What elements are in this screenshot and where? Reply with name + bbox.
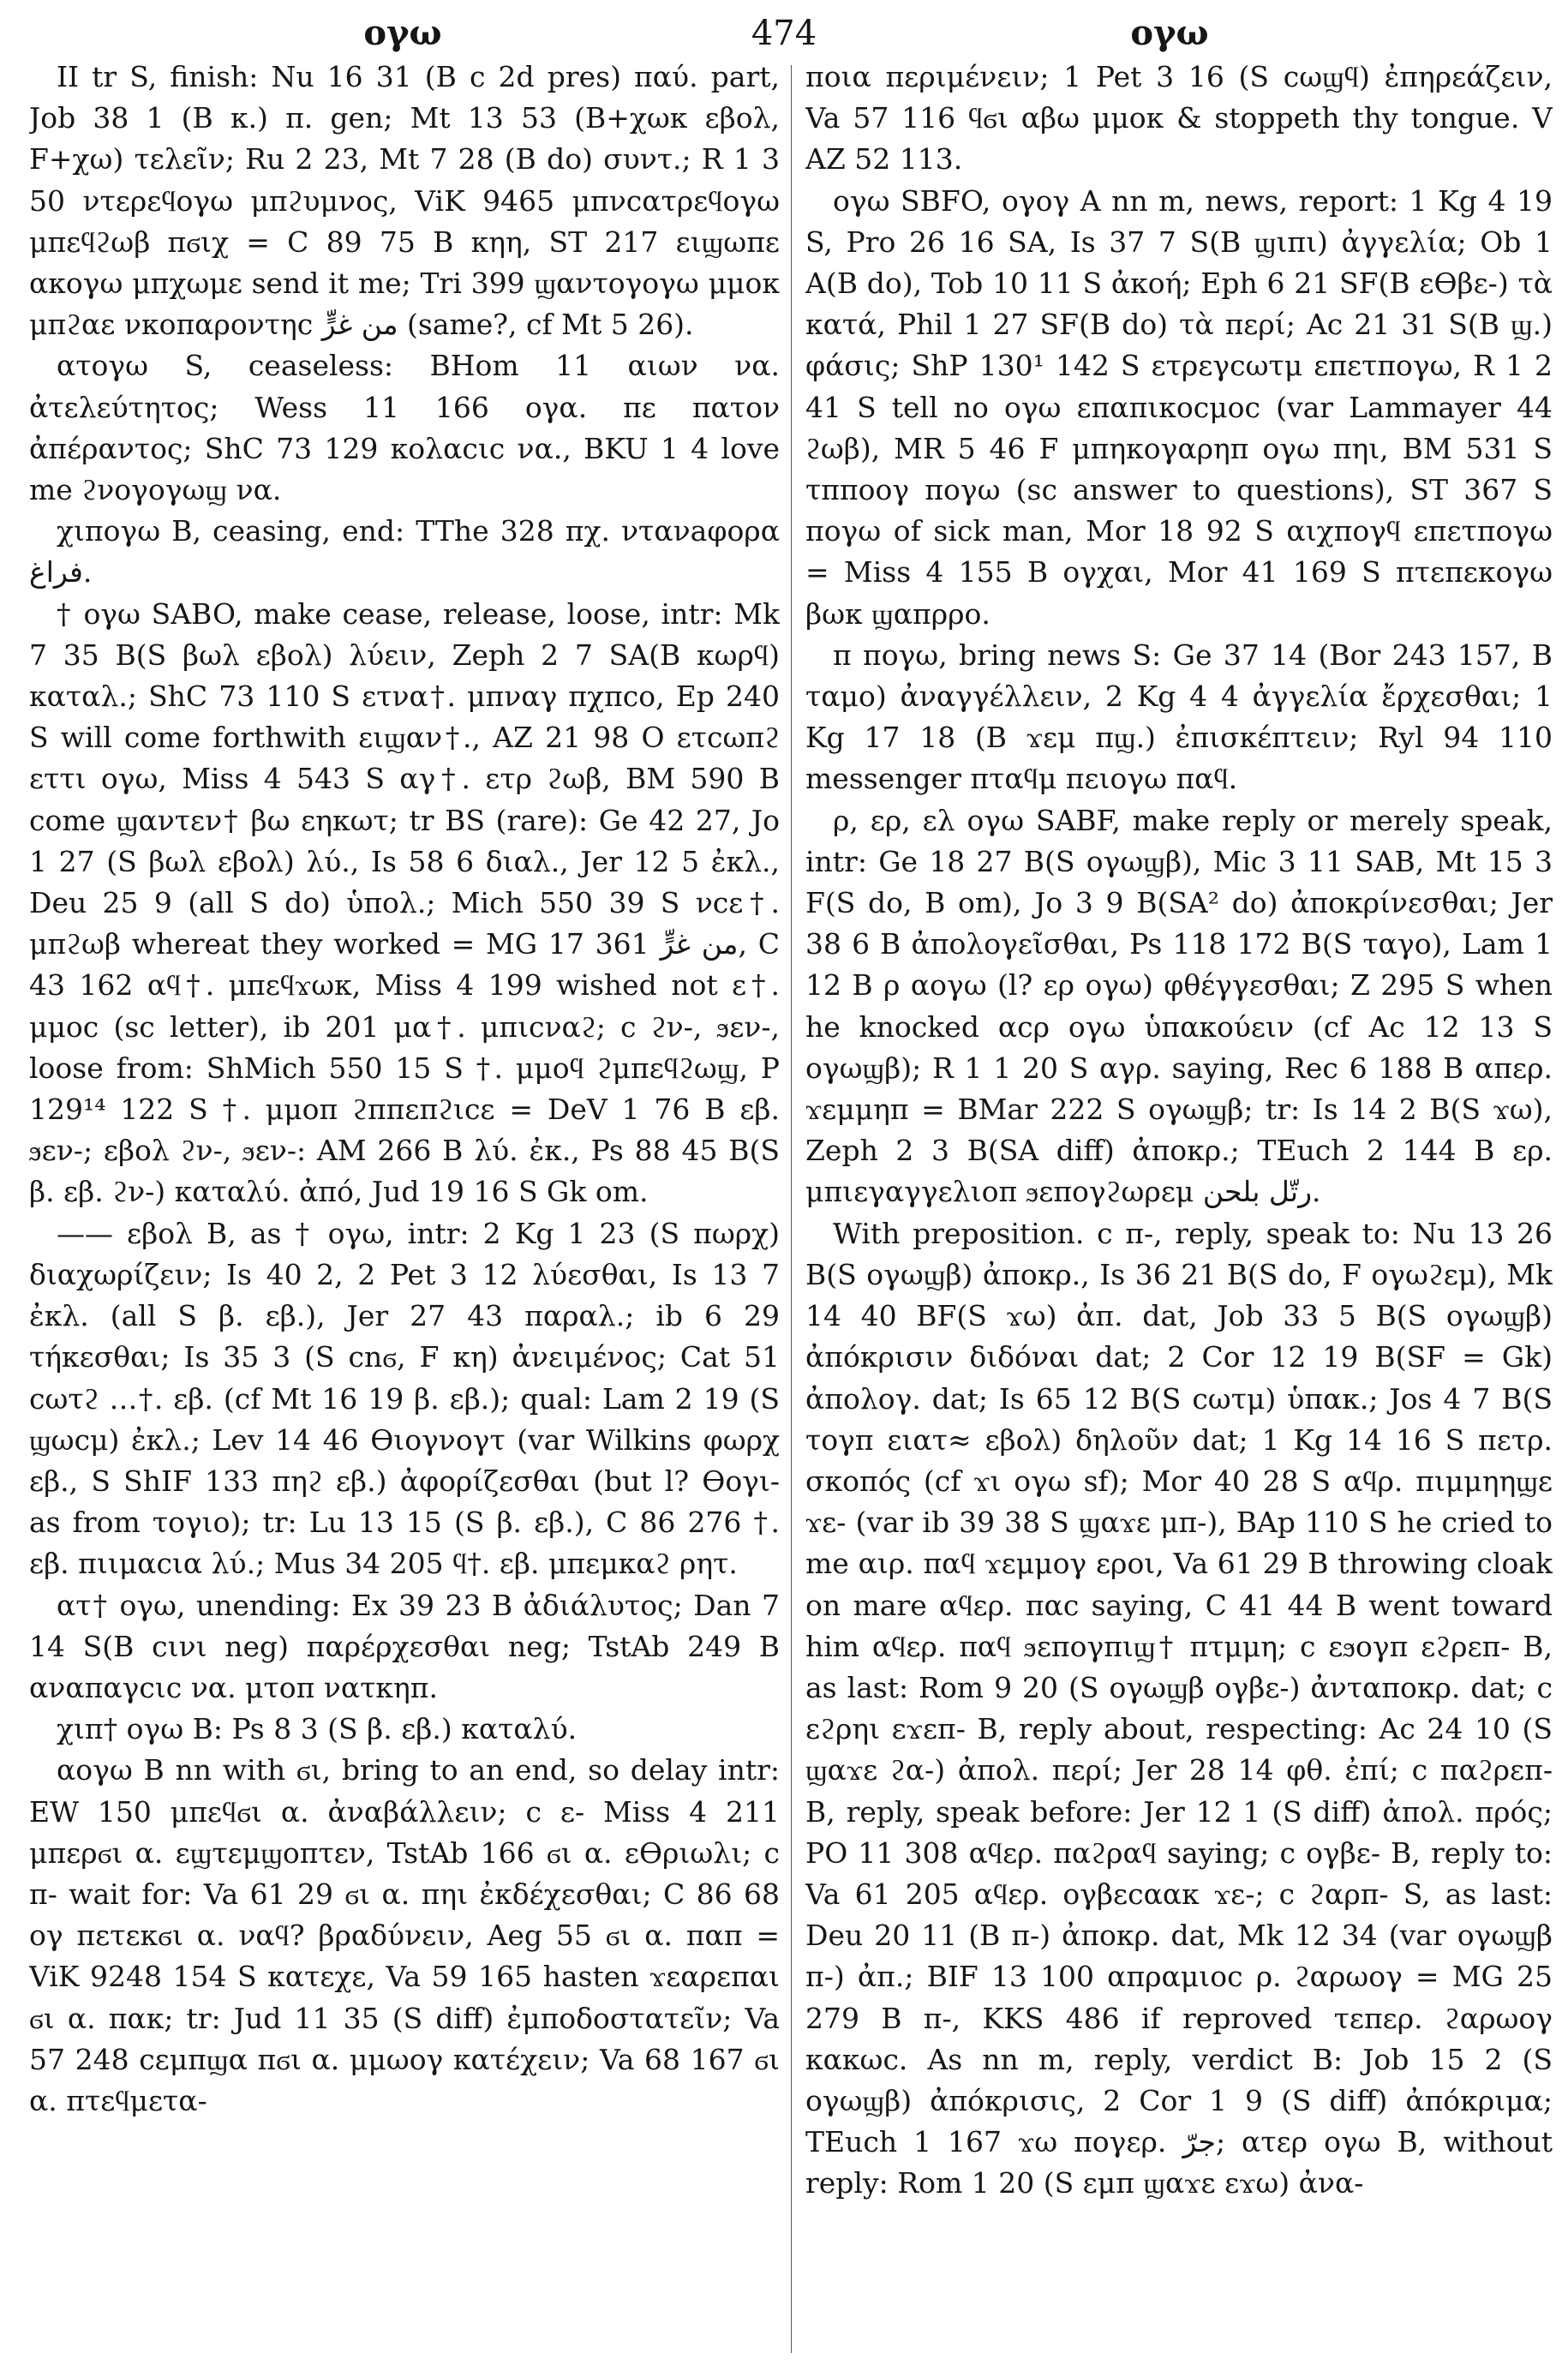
entry-paragraph: π πογω, bring news S: Ge 37 14 (Bor 243 157, B ταμο) ἀναγγέλλειν, 2 Kg 4 4 ἀγγελία ἔρχεσθαι; 1 Kg 17 18 (B ϫεμ πϣ.) ἐπισκέπτειν; Ryl 94 110 messenger πταϥμ πειογω παϥ.	[805, 638, 1553, 796]
entry-paragraph: χιπ† ογω B: Ps 8 3 (S β. εβ.) καταλύ.	[57, 1712, 578, 1746]
entry-paragraph: ατ† ογω, unending: Ex 39 23 B ἀδιάλυτος; Dan 7 14 S(B cινι neg) παρέρχεσθαι neg; TstAb 249 B αναπαγcιc να. μτοπ νατκηπ.	[29, 1588, 780, 1704]
entry-paragraph: ατογω S, ceaseless: BHom 11 αιων να. ἀτελεύτητος; Wess 11 166 ογα. πε πατον ἀπέραντος; ShC 73 129 κολαcιc να., BKU 1 4 love me ϩνογογωϣ να.	[29, 349, 780, 507]
entry-paragraph: ογω SBFO, ογογ A nn m, news, report: 1 Kg 4 19 S, Pro 26 16 SA, Is 37 7 S(B ϣιπι) ἀγγελία; Ob 1 A(B do), Tob 10 11 S ἀκοή; Eph 6 21 SF(B εϴβε-) τὰ κατά, Phil 1 27 SF(B do) τὰ περί; Ac 21 31 S(B ϣ.) φάσις; ShP 130¹ 142 S ετρεγcωτμ επετπογω, R 1 2 41 S tell no ογω επαπικοcμοc (var Lammayer 44 ϩωβ), MR 5 46 F μπηκογαρηπ ογω πηι, BM 531 S τπποογ πογω (sc answer to questions), ST 367 S πογω of sick man, Mor 18 92 S αιχπογϥ επετπογω = Miss 4 155 B ογχαι, Mor 41 169 S πτεπεκογω βωκ ϣαπρρο.	[805, 183, 1553, 631]
entry-paragraph: ποια περιμένειν; 1 Pet 3 16 (S cωϣϥ) ἐπηρεάζειν, Va 57 116 ϥϭι αβω μμοκ & stoppeth thy tongue. V AZ 52 113.	[805, 60, 1553, 177]
column-divider	[791, 65, 792, 2353]
entry-paragraph: αογω B nn with ϭι, bring to an end, so delay intr: EW 150 μπεϥϭι α. ἀναβάλλειν; c ε- Miss 4 211 μπερϭι α. εϣτεμϣοπτεν, TstAb 166 ϭι α. εϴριωλι; c π- wait for: Va 61 29 ϭι α. πηι ἐκδέχεσθαι; C 86 68 ογ πετεκϭι α. ναϥ? βραδύνειν, Aeg 55 ϭι α. παπ = ViK 9248 154 S κατεχε, Va 59 165 hasten ϫεαρεπαι ϭι α. πακ; tr: Jud 11 35 (S diff) ἐμποδοστατεῖν; Va 57 248 cεμπϣα πϭι α. μμωογ κατέχειν; Va 68 167 ϭι α. πτεϥμετα-	[29, 1753, 780, 2117]
entry-paragraph: † ογω SABO, make cease, release, loose, intr: Mk 7 35 B(S βωλ εβολ) λύειν, Zeph 2 7 SA(B κωρϥ) καταλ.; ShC 73 110 S ετνα†. μπναγ πχπcο, Ep 240 S will come forthwith ειϣαν†., AZ 21 98 O ετcωπϩ εττι ογω, Miss 4 543 S αγ†. ετρ ϩωβ, BM 590 B come ϣαντεν† βω εηκωτ; tr BS (rare): Ge 42 27, Jo 1 27 (S βωλ εβολ) λύ., Is 58 6 διαλ., Jer 12 5 ἐκλ., Deu 25 9 (all S do) ὑπολ.; Mich 550 39 S νcε†. μπϩωβ whereat they worked = MG 17 361 من غرٍّ, C 43 162 αϥ†. μπεϥϫωκ, Miss 4 199 wished not ε†. μμοc (sc letter), ib 201 μα†. μπιcναϩ; c ϩν-, ϧεν-, loose from: ShMich 550 15 S †. μμοϥ ϩμπεϥϩωϣ, P 129¹⁴ 122 S †. μμοπ ϩππεπϩιcε = DeV 1 76 B εβ. ϧεν-; εβολ ϩν-, ϧεν-: AM 266 B λύ. ἐκ., Ps 88 45 B(S β. εβ. ϩν-) καταλύ. ἀπό, Jud 19 16 S Gk om.	[29, 596, 780, 1209]
left-column	[29, 57, 780, 2353]
entry-paragraph: —— εβολ B, as † ογω, intr: 2 Kg 1 23 (S πωρχ) διαχωρίζειν; Is 40 2, 2 Pet 3 12 λύεσθαι, Is 13 7 ἐκλ. (all S β. εβ.), Jer 27 43 παραλ.; ib 6 29 τήκεσθαι; Is 35 3 (S cnϭ, F κη) ἀνειμένος; Cat 51 cωτϩ …†. εβ. (cf Mt 16 19 β. εβ.); qual: Lam 2 19 (S ϣωcμ) ἐκλ.; Lev 14 46 ϴιογνογτ (var Wilkins φωρχ εβ., S ShIF 133 πηϩ εβ.) ἀφορίζεσθαι (but l? ϴογι- as from τογιο); tr: Lu 13 15 (S β. εβ.), C 86 276 †. εβ. πιιμαcια λύ.; Mus 34 205 ϥ†. εβ. μπεμκαϩ ρητ.	[29, 1216, 780, 1581]
right-column	[805, 57, 1553, 2353]
entry-paragraph: II tr S, finish: Nu 16 31 (B c 2d pres) παύ. part, Job 38 1 (B κ.) π. gen; Mt 13 53 (B+χωκ εβολ, F+χω) τελεῖν; Ru 2 23, Mt 7 28 (B do) συντ.; R 1 3 50 ντερεϥογω μπϩυμνος, ViK 9465 μπνcατρεϥογω μπεϥϩωβ πϭιχ = C 89 75 B κηη, ST 217 ειϣωπε ακογω μπχωμε send it me; Tri 399 ϣαντογογω μμοκ μπϩαε νκοπαροντηc من غرٍّ (same?, cf Mt 5 26).	[29, 60, 780, 342]
right-running-headword: ογω	[1130, 13, 1209, 53]
left-running-headword: ογω	[363, 13, 442, 53]
entry-paragraph: ρ, ερ, ελ ογω SABF, make reply or merely speak, intr: Ge 18 27 B(S ογωϣβ), Mic 3 11 SAB, Mt 15 3 F(S do, B om), Jo 3 9 B(SA² do) ἀποκρίνεσθαι; Jer 38 6 B ἀπολογεῖσθαι, Ps 118 172 B(S ταγο), Lam 1 12 B ρ αογω (l? ερ ογω) φθέγγεσθαι; Z 295 S when he knocked αcρ ογω ὑπακούειν (cf Ac 12 13 S ογωϣβ); R 1 1 20 S αγρ. saying, Rec 6 188 B απερ. ϫεμμηπ = BMar 222 S ογωϣβ; tr: Is 14 2 B(S ϫω), Zeph 2 3 B(SA diff) ἀποκρ.; TEuch 2 144 B ερ. μπιεγαγγελιοπ ϧεπογϩωρεμ رتّل بلحن.	[805, 803, 1553, 1209]
entry-paragraph: χιπογω B, ceasing, end: TThe 328 πχ. ντανaφορα فراغ.	[29, 514, 780, 590]
entry-paragraph: With preposition. c π-, reply, speak to: Nu 13 26 B(S ογωϣβ) ἀποκρ., Is 36 21 B(S do, F ογωϩεμ), Mk 14 40 BF(S ϫω) ἀπ. dat, Job 33 5 B(S ογωϣβ) ἀπόκρισιν διδόναι dat; 2 Cor 12 19 B(SF = Gk) ἀπολογ. dat; Is 65 12 B(S cωτμ) ὑπακ.; Jos 4 7 B(S τογπ ειατ≈ εβολ) δηλοῦν dat; 1 Kg 14 16 S πετρ. σκοπός (cf ϫι ογω sf); Mor 40 28 S αϥρ. πιμμηηϣε ϫε- (var ib 39 38 S ϣαϫε μπ-), BAp 110 S he cried to me αιρ. παϥ ϫεμμογ εροι, Va 61 29 B throwing cloak on mare αϥερ. παc saying, C 41 44 B went toward him αϥερ. παϥ ϧεπογπιϣ† πτμμη; c εϧογπ εϩρεπ- B, as last: Rom 9 20 (S ογωϣβ ογβε-) ἀνταποκρ. dat; c εϩρηι εϫεπ- B, reply about, respecting: Ac 24 10 (S ϣαϫε ϩα-) ἀπολ. περί; Jer 28 14 φθ. ἐπί; c παϩρεπ- B, reply, speak before: Jer 12 1 (S diff) ἀπολ. πρός; PO 11 308 αϥερ. παϩραϥ saying; c ογβε- B, reply to: Va 61 205 αϥερ. ογβεcαακ ϫε-; c ϩαρπ- S, as last: Deu 20 11 (B π-) ἀποκρ. dat, Mk 12 34 (var ογωϣβ π-) ἀπ.; BIF 13 100 απραμιοc ρ. ϩαρωογ = MG 25 279 B π-, KKS 486 if reproved τεπερ. ϩαρωογ κακωc. As nn m, reply, verdict B: Job 15 2 (S ογωϣβ) ἀπόκρισις, 2 Cor 1 9 (S diff) ἀπόκριμα; TEuch 1 167 ϫω πογερ. جرّ; ατερ ογω B, without reply: Rom 1 20 (S εμπ ϣαϫε εϫω) ἀνα-	[805, 1216, 1553, 2200]
page-number: 474	[751, 14, 817, 53]
